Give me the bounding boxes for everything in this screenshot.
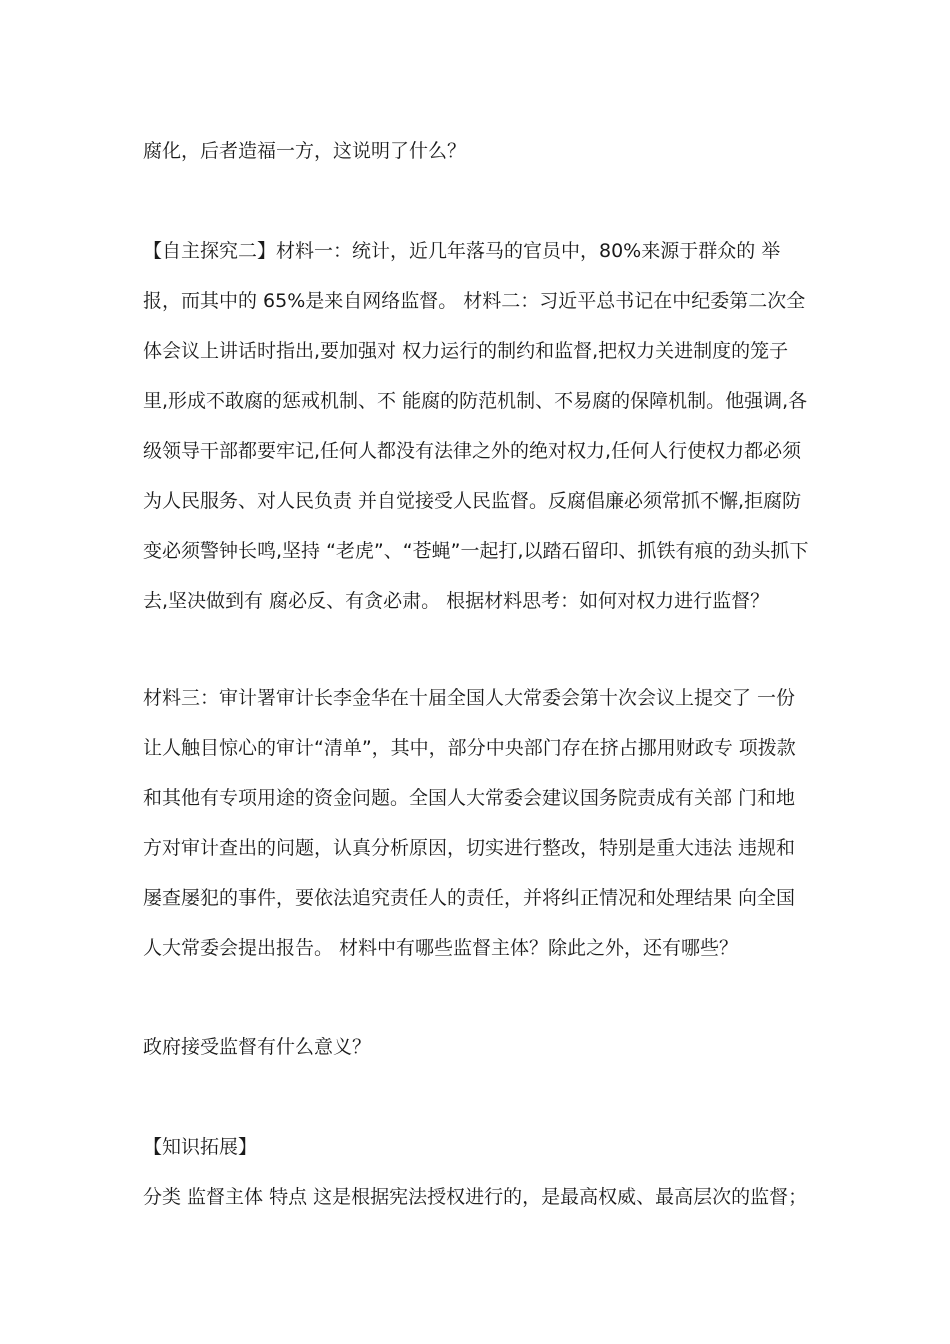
paragraph-question-corruption: 腐化，后者造福一方，这说明了什么？ [143,140,467,162]
paragraph-question-government: 政府接受监督有什么意义？ [143,1036,372,1058]
paragraph-classification: 分类 监督主体 特点 这是根据宪法授权进行的，是最高权威、最高层次的监督； [143,1186,808,1208]
paragraph-material-three: 材料三：审计署审计长李金华在十届全国人大常委会第十次会议上提交了 一份让人触目惊心的审计“清单”，其中，部分中央部门存在挤占挪用财政专 项拨款和其他有专项用途的资金问题。全国人大常委会建议国务院责成有关部 门和地方对审计查出的问题，认真分析原因，切实进行整改，特别是重大违法 违规和屡查屡犯的事件，要依法追究责任人的责任，并将纠正情况和处理结果 向全国人大常委会提出报告。 材料中有哪些监督主体？除此之外，还有哪些？ [143,687,796,959]
paragraph-inquiry-two: 【自主探究二】材料一：统计，近几年落马的官员中，80%来源于群众的 举报，而其中的 65%是来自网络监督。 材料二：习近平总书记在中纪委第二次全体会议上讲话时指出,要加强对 权力运行的制约和监督,把权力关进制度的笼子里,形成不敢腐的惩戒机制、不 能腐的防范机制、不易腐的保障机制。他强调,各级领导干部都要牢记,任何人都没有法律之外的绝对权力,任何人行使权力都必须为人民服务、对人民负责 并自觉接受人民监督。反腐倡廉必须常抓不懈,拒腐防变必须警钟长鸣,坚持 “老虎”、“苍蝇”一起打,以踏石留印、抓铁有痕的劲头抓下去,坚决做到有 腐必反、有贪必肃。 根据材料思考：如何对权力进行监督？ [143,240,809,612]
section-heading-knowledge-extension: 【知识拓展】 [143,1136,258,1158]
